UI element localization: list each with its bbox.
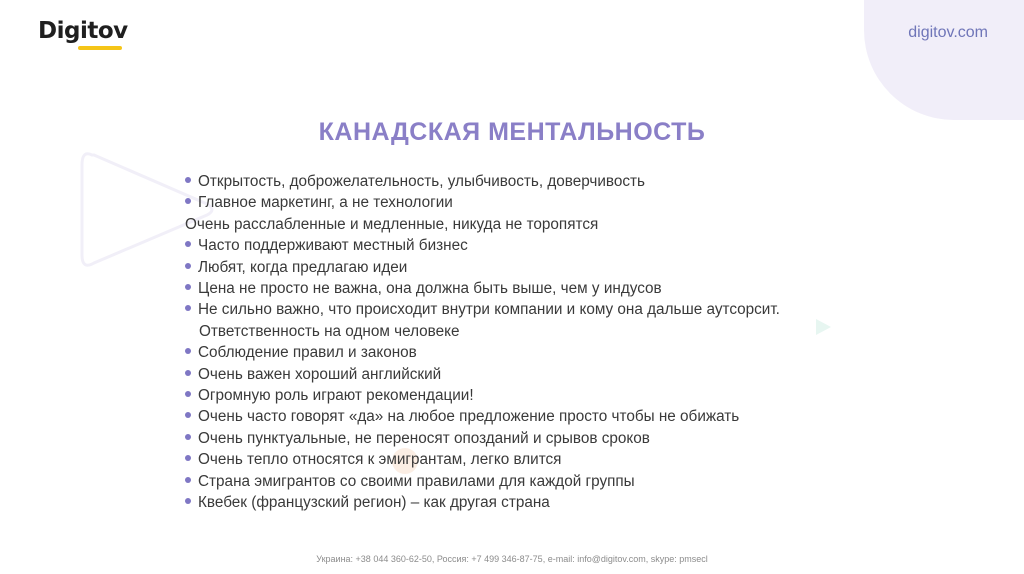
bullet-dot-icon (185, 370, 191, 376)
bullet-dot-icon (185, 177, 191, 183)
list-item-text: Очень часто говорят «да» на любое предложение просто чтобы не обижать (198, 408, 740, 426)
list-item-text: Квебек (французский регион) – как другая страна (198, 494, 550, 512)
list-item-text: Страна эмигрантов со своими правилами для каждой группы (198, 472, 635, 490)
bullet-dot-icon (185, 477, 191, 483)
list-item (185, 428, 780, 449)
bullet-dot-icon (185, 305, 191, 311)
list-item-text: Соблюдение правил и законов (198, 344, 417, 362)
list-item (185, 406, 780, 427)
list-item (185, 342, 780, 363)
list-item (185, 235, 780, 256)
small-play-icon (812, 316, 834, 338)
list-item (185, 192, 780, 213)
list-item-text: Часто поддерживают местный бизнес (198, 237, 468, 255)
bullet-dot-icon (185, 455, 191, 461)
list-item (185, 449, 780, 470)
bullet-dot-icon (185, 241, 191, 247)
list-item (185, 385, 780, 406)
list-item-text: Очень расслабленные и медленные, никуда не торопятся (185, 215, 599, 233)
list-item (185, 471, 780, 492)
corner-decoration (864, 0, 1024, 120)
list-item (185, 171, 780, 192)
bullet-dot-icon (185, 434, 191, 440)
bullet-dot-icon (185, 284, 191, 290)
bullet-dot-icon (185, 263, 191, 269)
bullet-dot-icon (185, 391, 191, 397)
list-item (185, 214, 780, 235)
list-item-text: Ответственность на одном человеке (199, 322, 460, 340)
bullet-dot-icon (185, 198, 191, 204)
list-item-text: Не сильно важно, что происходит внутри компании и кому она дальше аутсорсит. (198, 301, 780, 319)
bullet-dot-icon (185, 498, 191, 504)
logo-underline (78, 46, 122, 50)
list-item-text: Очень тепло относятся к эмигрантам, легко влится (198, 451, 562, 469)
list-item-text: Очень важен хороший английский (198, 365, 442, 383)
list-item (185, 492, 780, 513)
footer-contacts: Украина: +38 044 360-62-50, Россия: +7 499 346-87-75, e-mail: info@digitov.com, skype: pmsecl (316, 554, 708, 564)
list-item-text: Любят, когда предлагаю идеи (198, 258, 408, 276)
logo: Digitov (38, 18, 128, 44)
list-item (185, 321, 780, 342)
slide-title: КАНАДСКАЯ МЕНТАЛЬНОСТЬ (318, 118, 706, 146)
list-item (185, 278, 780, 299)
list-item-text: Огромную роль играют рекомендации! (198, 387, 474, 405)
list-item-text: Главное маркетинг, а не технологии (198, 194, 453, 212)
site-link[interactable]: digitov.com (908, 24, 988, 41)
list-item-text: Очень пунктуальные, не переносят опозданий и срывов сроков (198, 429, 650, 447)
list-item-text: Цена не просто не важна, она должна быть выше, чем у индусов (198, 280, 662, 298)
list-item-text: Открытость, доброжелательность, улыбчивость, доверчивость (198, 173, 645, 190)
list-item (185, 364, 780, 385)
list-item (185, 299, 780, 320)
bullet-list (185, 171, 780, 514)
bullet-dot-icon (185, 348, 191, 354)
bullet-dot-icon (185, 412, 191, 418)
list-item (185, 257, 780, 278)
